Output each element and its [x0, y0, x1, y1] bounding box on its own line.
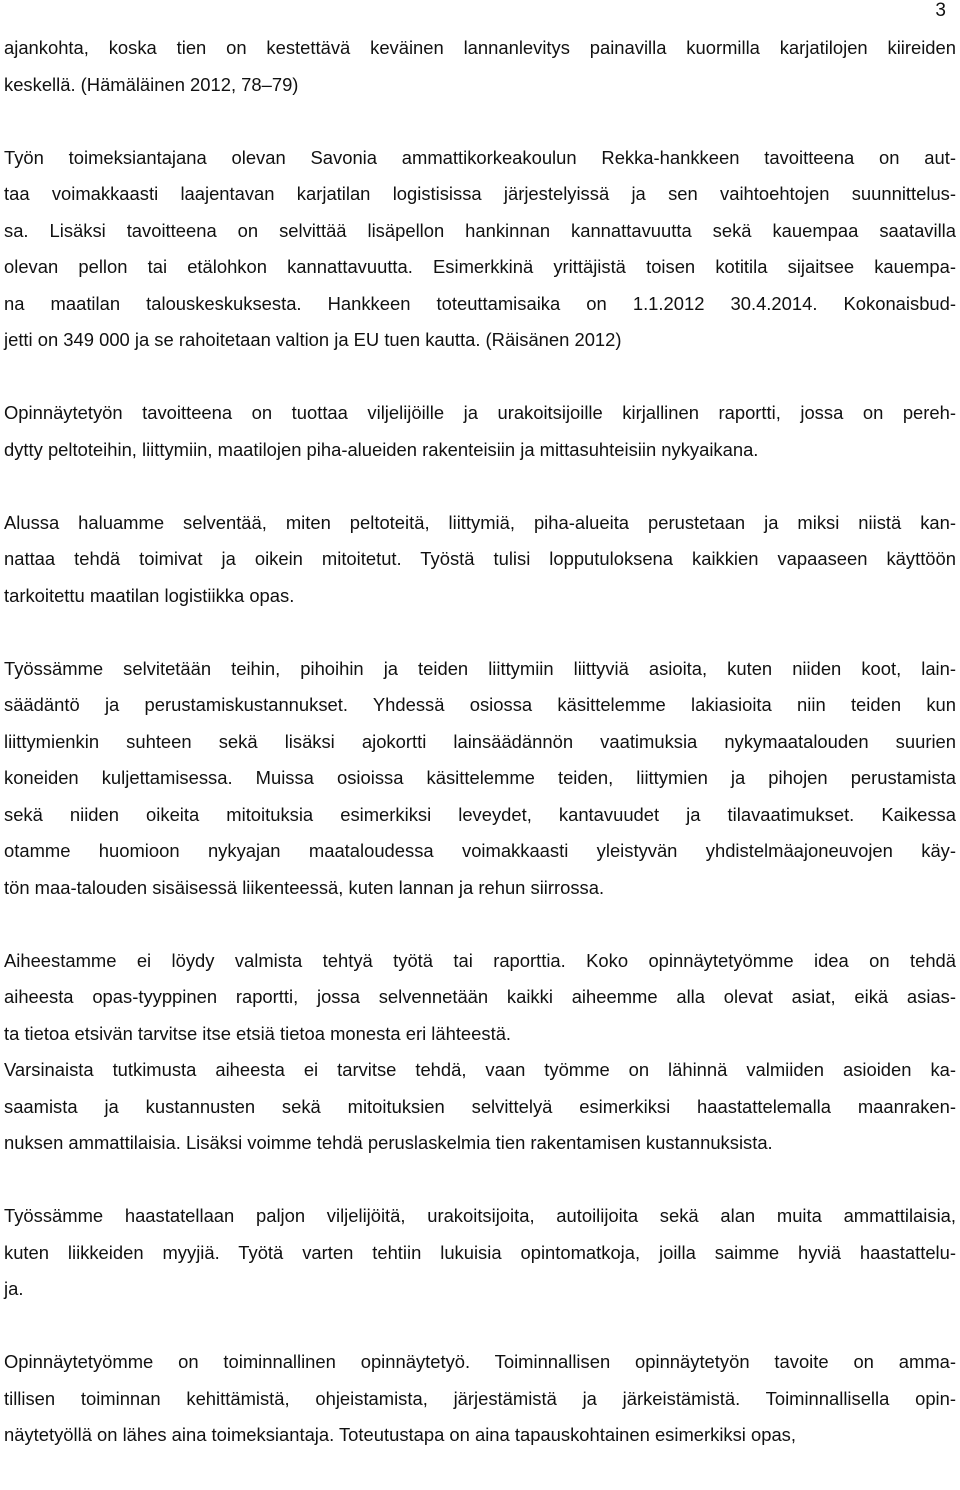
text-line: otamme huomioon nykyajan maataloudessa voimakkaasti yleistyvän yhdistelmäajoneuvojen käy-: [4, 840, 956, 861]
text-line: kuten liikkeiden myyjiä. Työtä varten tehtiin lukuisia opintomatkoja, joilla saimme hyviä haastattelu-: [4, 1241, 956, 1263]
text-line: Työssämme haastatellaan paljon viljelijöitä, urakoitsijoita, autoilijoita sekä alan muita ammattilaisia,: [4, 1205, 956, 1226]
text-line: tön maa-talouden sisäisessä liikenteessä, kuten lannan ja rehun siirrossa.: [4, 876, 605, 898]
text-line: keskellä. (Hämäläinen 2012, 78–79): [4, 73, 299, 95]
text-line: nuksen ammattilaisia. Lisäksi voimme tehdä peruslaskelmia tien rakentamisen kustannuksista.: [4, 1132, 773, 1153]
paragraph: [4, 505, 956, 615]
text-line: taa voimakkaasti laajentavan karjatilan logistisissa järjestelyissä ja sen vaihtoehtojen suunnittelus-: [4, 183, 956, 204]
paragraph: [4, 30, 956, 103]
text-line: nattaa tehdä toimivat ja oikein mitoitetut. Työstä tulisi lopputuloksena kaikkien vapaaseen käyttöön: [4, 548, 956, 569]
paragraph: [4, 651, 956, 907]
text-line: sa. Lisäksi tavoitteena on selvittää lisäpellon hankinnan kannattavuutta sekä kauempaa saatavilla: [4, 219, 956, 241]
text-line: säädäntö ja perustamiskustannukset. Yhdessä osiossa käsittelemme lakiasioita niin teiden kun: [4, 694, 956, 715]
paragraph: [4, 1052, 956, 1162]
text-line: koneiden kuljettamisessa. Muissa osioissa käsittelemme teiden, liittymien ja pihojen perustamista: [4, 767, 956, 788]
text-line: Työn toimeksiantajana olevan Savonia ammattikorkeakoulun Rekka-hankkeen tavoitteena on aut-: [4, 146, 956, 168]
page-number: 3: [935, 0, 946, 21]
text-line: Alussa haluamme selventää, miten peltoteitä, liittymiä, piha-alueita perustetaan ja miksi niistä kan-: [4, 511, 956, 533]
text-line: saamista ja kustannusten sekä mitoituksien selvittelyä esimerkiksi haastattelemalla maanraken-: [4, 1095, 956, 1117]
text-line: aiheesta opas-tyyppinen raportti, jossa selvennetään kaikki aiheemme alla olevat asiat, eikä asias-: [4, 986, 956, 1007]
text-line: sekä niiden oikeita mitoituksia esimerkiksi leveydet, kantavuudet ja tilavaatimukset. Kaikessa: [4, 803, 956, 825]
text-line: ajankohta, koska tien on kestettävä keväinen lannanlevitys painavilla kuormilla karjatilojen kiireiden: [4, 37, 956, 58]
text-line: tarkoitettu maatilan logistiikka opas.: [4, 584, 295, 606]
text-line: näytetyöllä on lähes aina toimeksiantaja. Toteutustapa on aina tapauskohtainen esimerkiksi opas,: [4, 1424, 796, 1445]
text-line: dytty peltoteihin, liittymiin, maatilojen piha-alueiden rakenteisiin ja mittasuhteisiin nykyaikana.: [4, 438, 759, 460]
text-line: Varsinaista tutkimusta aiheesta ei tarvitse tehdä, vaan työmme on lähinnä valmiiden asioiden ka-: [4, 1059, 956, 1080]
text-line: ta tietoa etsivän tarvitse itse etsiä tietoa monesta eri lähteestä.: [4, 1022, 512, 1044]
paragraph: [4, 1198, 956, 1308]
text-line: liittymienkin suhteen sekä lisäksi ajokortti lainsäädännön vaatimuksia nykymaatalouden suurien: [4, 730, 956, 752]
text-line: tillisen toiminnan kehittämistä, ohjeistamista, järjestämistä ja järkeistämistä. Toiminnallisella opin-: [4, 1387, 956, 1409]
text-line: jetti on 349 000 ja se rahoitetaan valtion ja EU tuen kautta. (Räisänen 2012): [4, 329, 622, 350]
text-line: Opinnäytetyön tavoitteena on tuottaa viljelijöille ja urakoitsijoille kirjallinen raportti, jossa on pereh-: [4, 402, 956, 423]
text-line: olevan pellon tai etälohkon kannattavuutta. Esimerkkinä yrittäjistä toisen kotitila sijaitsee kauempa-: [4, 256, 956, 277]
paragraph: [4, 943, 956, 1053]
text-line: ja.: [4, 1278, 24, 1299]
paragraph: [4, 395, 956, 468]
text-line: Työssämme selvitetään teihin, pihoihin ja teiden liittymiin liittyviä asioita, kuten niiden koot, lain-: [4, 657, 956, 679]
text-line: Opinnäytetyömme on toiminnallinen opinnäytetyö. Toiminnallisen opinnäytetyön tavoite on amma-: [4, 1351, 956, 1372]
paragraph: [4, 140, 956, 359]
paragraph: [4, 1344, 956, 1454]
text-line: Aiheestamme ei löydy valmista tehtyä työtä tai raporttia. Koko opinnäytetyömme idea on tehdä: [4, 949, 956, 971]
text-line: na maatilan talouskeskuksesta. Hankkeen toteuttamisaika on 1.1.2012 30.4.2014. Kokonaisbud-: [4, 292, 956, 314]
document-body: [4, 30, 956, 1490]
